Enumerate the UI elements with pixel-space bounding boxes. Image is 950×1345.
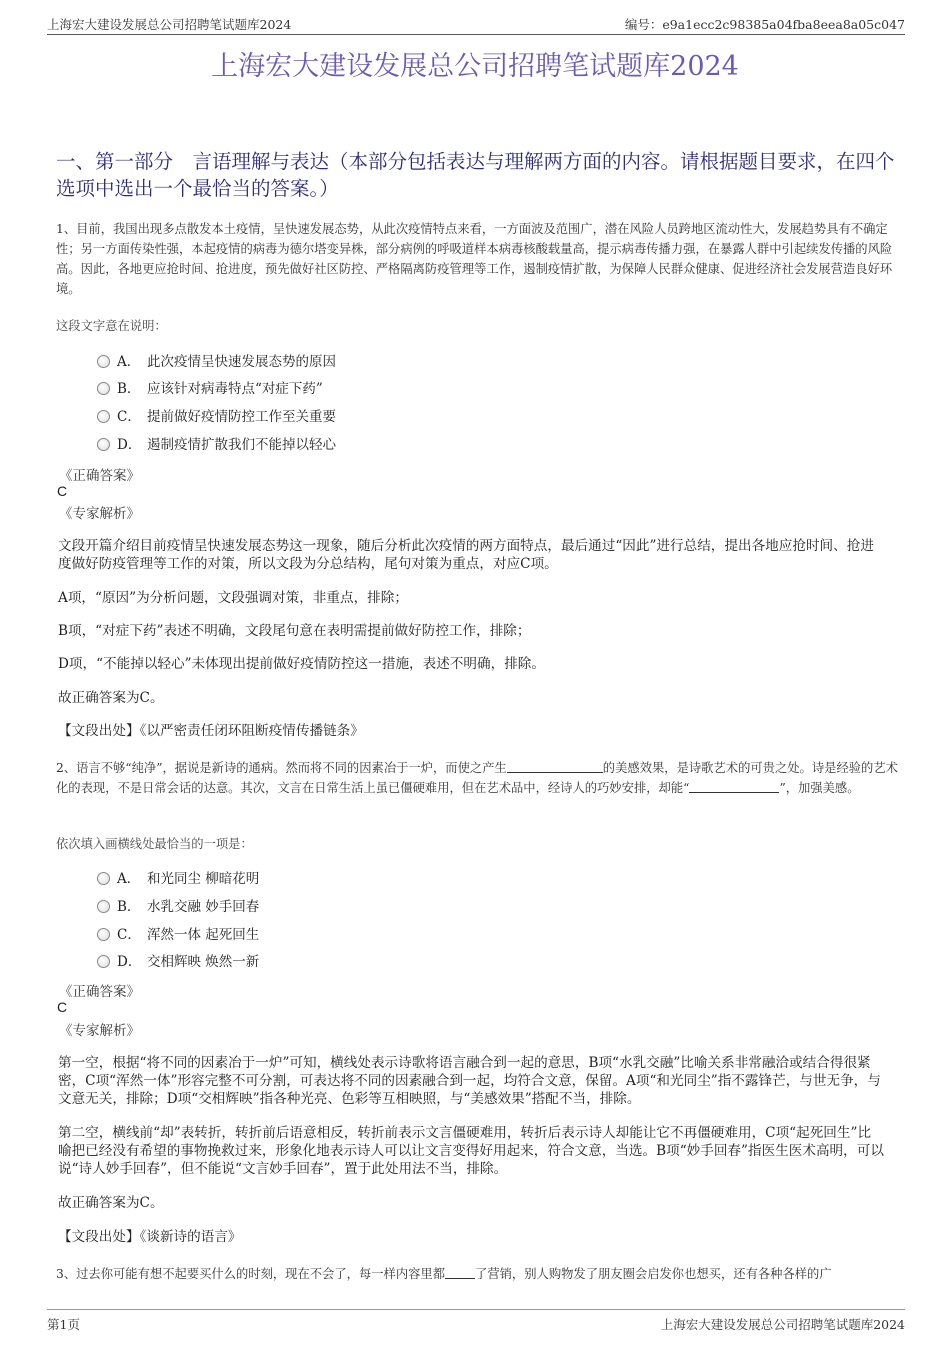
page-title: 上海宏大建设发展总公司招聘笔试题库2024 bbox=[211, 51, 739, 82]
q1-option-c[interactable]: C． 提前做好疫情防控工作至关重要 bbox=[97, 405, 336, 425]
radio-icon[interactable] bbox=[97, 955, 110, 968]
header-doc-id: 编号：e9a1ecc2c98385a04fba8eea8a05c047 bbox=[624, 17, 905, 32]
q1-option-b[interactable]: B． 应该针对病毒特点“对症下药” bbox=[97, 377, 323, 397]
radio-icon[interactable] bbox=[97, 438, 110, 451]
q1-option-a[interactable]: A． 此次疫情呈快速发展态势的原因 bbox=[97, 350, 336, 370]
q2-stem: 2、语言不够“纯净”，据说是新诗的通病。然而将不同的因素冶于一炉，而使之产生 的美感效果，是诗歌艺术的可贵之处。诗是经验的艺术化的表现，不是日常会话的达意。其次，文言在日常生活上虽已僵硬难用，但在艺术品中，经诗人的巧妙安排，却能“ ”，加强美感。 bbox=[56, 761, 898, 795]
q1-stem: 1、目前，我国出现多点散发本土疫情，呈快速发展态势，从此次疫情特点来看，一方面波及范围广，潜在风险人员跨地区流动性大，发展趋势具有不确定性；另一方面传染性强，本起疫情的病毒为德尔塔变异株，部分病例的呼吸道样本病毒核酸载量高，提示病毒传播力强，在暴露人群中引起续发传播的风险高。因此，各地更应抢时间、抢进度，预先做好社区防控、严格隔离防疫管理等工作，遏制疫情扩散，为保障人民群众健康、促进经济社会发展营造良好环境。 bbox=[56, 222, 893, 296]
q2-analysis-1: 第一空，根据“将不同的因素冶于一炉”可知，横线处表示诗歌将语言融合到一起的意思，B项“水乳交融”比喻关系非常融洽或结合得很紧密，C项“浑然一体”形容完整不可分割，可表达将不同的因素融合到一起，均符合文意，保留。A项“和光同尘”指不露锋芒，与世无争，与文意无关，排除；D项“交相辉映”指各种光亮、色彩等互相映照，与“美感效果”搭配不当，排除。 bbox=[58, 1055, 881, 1107]
page-footer bbox=[47, 1309, 905, 1332]
q1-analysis-label: 《专家解析》 bbox=[59, 506, 140, 522]
q2-option-a[interactable]: A． 和光同尘 柳暗花明 bbox=[97, 867, 259, 887]
q2-analysis-label: 《专家解析》 bbox=[59, 1023, 140, 1039]
q1-conclusion: 故正确答案为C。 bbox=[58, 690, 164, 706]
q1-answer-label: 《正确答案》 bbox=[59, 468, 140, 484]
radio-icon[interactable] bbox=[97, 410, 110, 423]
q1-ask: 这段文字意在说明： bbox=[56, 319, 167, 333]
radio-icon[interactable] bbox=[97, 355, 110, 368]
blank-line bbox=[507, 760, 603, 773]
q2-option-d[interactable]: D． 交相辉映 焕然一新 bbox=[97, 950, 259, 970]
footer-doc-title: 上海宏大建设发展总公司招聘笔试题库2024 bbox=[660, 1317, 905, 1332]
q2-conclusion: 故正确答案为C。 bbox=[58, 1195, 164, 1211]
radio-icon[interactable] bbox=[97, 928, 110, 941]
q1-analysis-2: A项，“原因”为分析问题，文段强调对策，非重点，排除； bbox=[58, 590, 408, 606]
radio-icon[interactable] bbox=[97, 382, 110, 395]
q1-answer-value: C bbox=[57, 483, 68, 499]
q2-option-c[interactable]: C． 浑然一体 起死回生 bbox=[97, 923, 259, 943]
q2-option-b[interactable]: B． 水乳交融 妙手回春 bbox=[97, 895, 259, 915]
section-heading: 一、第一部分 言语理解与表达（本部分包括表达与理解两方面的内容。请根据题目要求，在四个选项中选出一个最恰当的答案。） bbox=[56, 150, 895, 200]
page-header bbox=[47, 14, 905, 35]
blank-line bbox=[689, 780, 779, 793]
q2-answer-value: C bbox=[57, 999, 68, 1015]
header-doc-title: 上海宏大建设发展总公司招聘笔试题库2024 bbox=[47, 17, 292, 32]
q2-ask: 依次填入画横线处最恰当的一项是： bbox=[56, 837, 253, 851]
q2-analysis-2: 第二空，横线前“却”表转折，转折前后语意相反，转折前表示文言僵硬难用，转折后表示诗人却能让它不再僵硬难用，C项“起死回生”比喻把已经没有希望的事物挽救过来，形象化地表示诗人可以让文言变得好用起来，符合文意，当选。B项“妙手回春”指医生医术高明，可以说“诗人妙手回春”，但不能说“文言妙手回春”，置于此处用法不当，排除。 bbox=[58, 1125, 884, 1177]
q2-answer-label: 《正确答案》 bbox=[59, 984, 140, 1000]
page-number: 第1页 bbox=[47, 1317, 80, 1332]
q1-option-d[interactable]: D． 遏制疫情扩散我们不能掉以轻心 bbox=[97, 433, 336, 453]
blank-line bbox=[445, 1266, 475, 1279]
q1-analysis-4: D项，“不能掉以轻心”未体现出提前做好疫情防控这一措施，表述不明确，排除。 bbox=[58, 656, 545, 672]
q1-source: 【文段出处】《以严密责任闭环阻断疫情传播链条》 bbox=[58, 723, 364, 739]
q1-analysis-3: B项，“对症下药”表述不明确，文段尾句意在表明需提前做好防控工作，排除； bbox=[58, 623, 531, 639]
q3-stem: 3、过去你可能有想不起要买什么的时刻，现在不会了，每一样内容里都 了营销，别人购物发了朋友圈会启发你也想买，还有各种各样的广 bbox=[56, 1267, 832, 1281]
radio-icon[interactable] bbox=[97, 872, 110, 885]
q2-source: 【文段出处】《谈新诗的语言》 bbox=[58, 1229, 242, 1245]
radio-icon[interactable] bbox=[97, 900, 110, 913]
q1-analysis-1: 文段开篇介绍目前疫情呈快速发展态势这一现象，随后分析此次疫情的两方面特点，最后通过“因此”进行总结，提出各地应抢时间、抢进度做好防疫管理等工作的对策，所以文段为分总结构，尾句对策为重点，对应C项。 bbox=[58, 538, 874, 572]
